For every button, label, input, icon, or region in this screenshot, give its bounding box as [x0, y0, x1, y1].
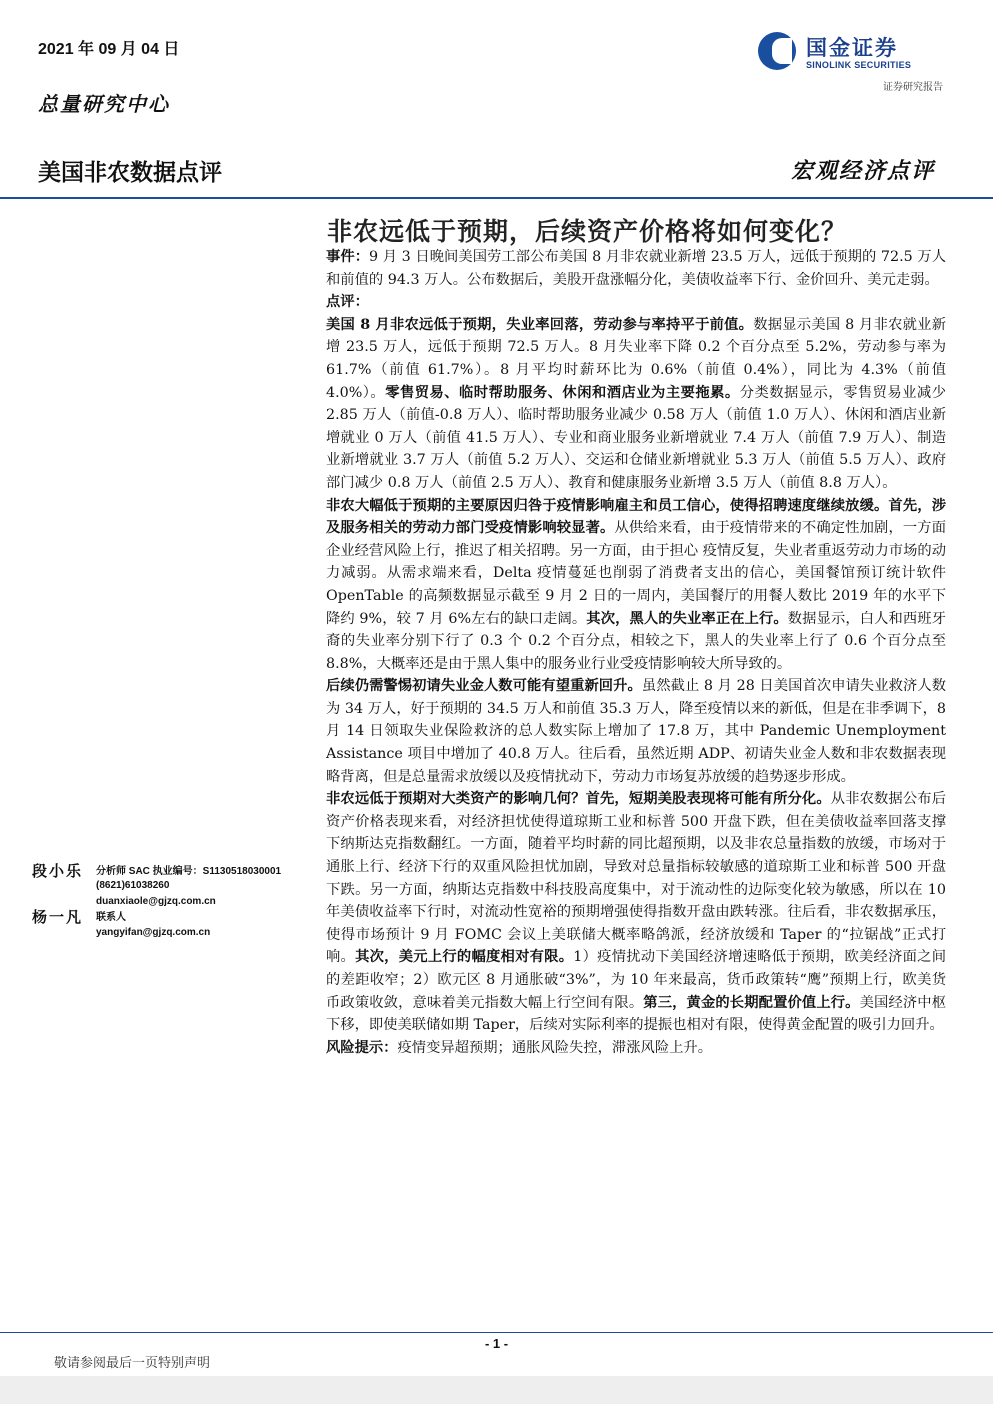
comment-label-paragraph — [326, 291, 946, 314]
header-divider — [0, 197, 993, 199]
analyst-phone: (8621)61038260 — [96, 879, 170, 891]
company-logo — [758, 30, 948, 78]
risk-label: 风险提示： — [326, 1039, 398, 1056]
analyst-role: 分析师 SAC 执业编号：S1130518030001 — [96, 866, 282, 877]
disclaimer-note: 敬请参阅最后一页特别声明 — [54, 1356, 211, 1371]
paragraph-claims: 后续仍需警惕初请失业金人数可能有望重新回升。虽然截止 8 月 28 日美国首次申请失业救济人数为 34 万人，好于预期的 34.5 万人和前值 35.3 万人，降至疫情以来的新低，但是在非季调下，8 月 14 日领取失业保险救济的总人数实际上增加了 17.8 万，其中 Pandemic Unemployment Assistance 项目中增加了 40.8 万人。往后看，虽然近期 ADP、初请失业金人数和非农数据表现略背离，但是总量需求放缓以及疫情扰动下，劳动力市场复苏放缓的趋势逐步形成。 — [326, 678, 946, 785]
contact-name: 杨一凡 — [32, 908, 84, 926]
paragraph-reasons: 非农大幅低于预期的主要原因归咎于疫情影响雇主和员工信心，使得招聘速度继续放缓。首先，涉及服务相关的劳动力部门受疫情影响较显著。从供给来看，由于疫情带来的不确定性加剧，一方面企业经营风险上行，推迟了相关招聘。另一方面，由于担心 疫情反复，失业者重返劳动力市场的动力减弱。从需求端来看，Delta 疫情蔓延也削弱了消费者支出的信心，美国餐馆预订统计软件 OpenTable 的高频数据显示截至 9 月 2 日的一周内，美国餐厅的用餐人数比 2019 年的水平下降约 9%，较 7 月 6%左右的缺口走阔。其次，黑人的失业率正在上行。数据显示，白人和西班牙裔的失业率分别下行了 0.3 个 0.2 个百分点，相较之下，黑人的失业率上行了 0.6 个百分点至 8.8%，大概率还是由于黑人集中的服务业行业受疫情影响较大所导致的。 — [326, 497, 947, 672]
analyst-name: 段小乐 — [32, 862, 84, 880]
analyst-email[interactable]: duanxiaole@gjzq.com.cn — [96, 896, 216, 907]
footer-band — [0, 1376, 993, 1404]
logo-mark-icon — [758, 32, 796, 70]
report-date: 2021 年 09 月 04 日 — [38, 41, 180, 58]
comment-label: 点评： — [326, 294, 369, 311]
report-category: 宏观经济点评 — [790, 158, 935, 184]
logo-en: SINOLINK SECURITIES — [806, 60, 912, 70]
footer-divider — [0, 1332, 993, 1333]
headline: 非农远低于预期，后续资产价格将如何变化？ — [327, 217, 848, 246]
analyst-info — [96, 865, 281, 909]
page-number: - 1 - — [484, 1336, 509, 1351]
paragraph-risk: 风险提示：疫情变异超预期；通胀风险失控，滞涨风险上升。 — [326, 1039, 713, 1056]
event-label: 事件： — [326, 249, 370, 265]
contact-info — [96, 911, 210, 939]
contact-role: 联系人 — [96, 912, 126, 923]
report-type: 证券研究报告 — [883, 82, 943, 93]
paragraph-assets: 非农远低于预期对大类资产的影响几何？首先，短期美股表现将可能有所分化。从非农数据公布后资产价格表现来看，对经济担忧使得道琼斯工业和标普 500 开盘下跌，但在美债收益率回落支撑下纳斯达克指数翻红。一方面，随着平均时薪的同比超预期，以及非农总量指数的放缓，市场对于通胀上行、经济下行的双重风险担忧加剧，导致对总量指标较敏感的道琼斯工业和标普 500 开盘下跌。另一方面，纳斯达克指数中科技股高度集中，对于流动性的边际变化较为敏感，所以在 10 年美债收益率下行时，对流动性宽裕的预期增强使得指数开盘由跌转涨。往后看，非农数据承压，使得市场预计 9 月 FOMC 会议上美联储大概率略鸽派，经济放缓和 Taper 的“拉锯战”正式打响。其次，美元上行的幅度相对有限。1）疫情扰动下美国经济增速略低于预期，欧美经济面之间的差距收窄；2）欧元区 8 月通胀破“3%”，为 10 年来最高，货币政策转“鹰”预期上行，欧美货币政策收敛，意味着美元指数大幅上行空间有限。第三，黄金的长期配置价值上行。美国经济中枢下移，即使美联储如期 Taper，后续对实际利率的提振也相对有限，使得黄金配置的吸引力回升。 — [326, 791, 947, 1034]
contact-email[interactable]: yangyifan@gjzq.com.cn — [96, 926, 211, 938]
logo-cn: 国金证券 — [806, 37, 898, 60]
event-paragraph: 事件：9 月 3 日晚间美国劳工部公布美国 8 月非农就业新增 23.5 万人，远低于预期的 72.5 万人和前值的 94.3 万人。公布数据后，美股开盘涨幅分化，美债收益率下行、金价回升、美元走弱。 — [326, 249, 947, 288]
report-body — [326, 246, 946, 1059]
report-title: 美国非农数据点评 — [38, 159, 222, 185]
research-center: 总量研究中心 — [38, 92, 170, 116]
paragraph-nfp: 美国 8 月非农远低于预期，失业率回落，劳动参与率持平于前值。数据显示美国 8 月非农就业新增 23.5 万人，远低于预期 72.5 万人。8 月失业率下降 0.2 个百分点至 5.2%，劳动参与率为 61.7%（前值 61.7%）。8 月平均时薪环比为 0.6%（前值 0.4%），同比为 4.3%（前值 4.0%）。零售贸易、临时帮助服务、休闲和酒店业为主要拖累。分类数据显示，零售贸易业减少 2.85 万人（前值-0.8 万人）、临时帮助服务业减少 0.58 万人（前值 1.0 万人）、休闲和酒店业新增就业 0 万人（前值 41.5 万人）、专业和商业服务业新增就业 7.4 万人（前值 7.9 万人）、制造业新增就业 3.7 万人（前值 5.2 万人）、交运和仓储业新增就业 5.3 万人（前值 5.5 万人）、政府部门减少 0.8 万人（前值 2.5 万人）、教育和健康服务业新增 3.5 万人（前值 8.8 万人）。 — [326, 316, 947, 491]
